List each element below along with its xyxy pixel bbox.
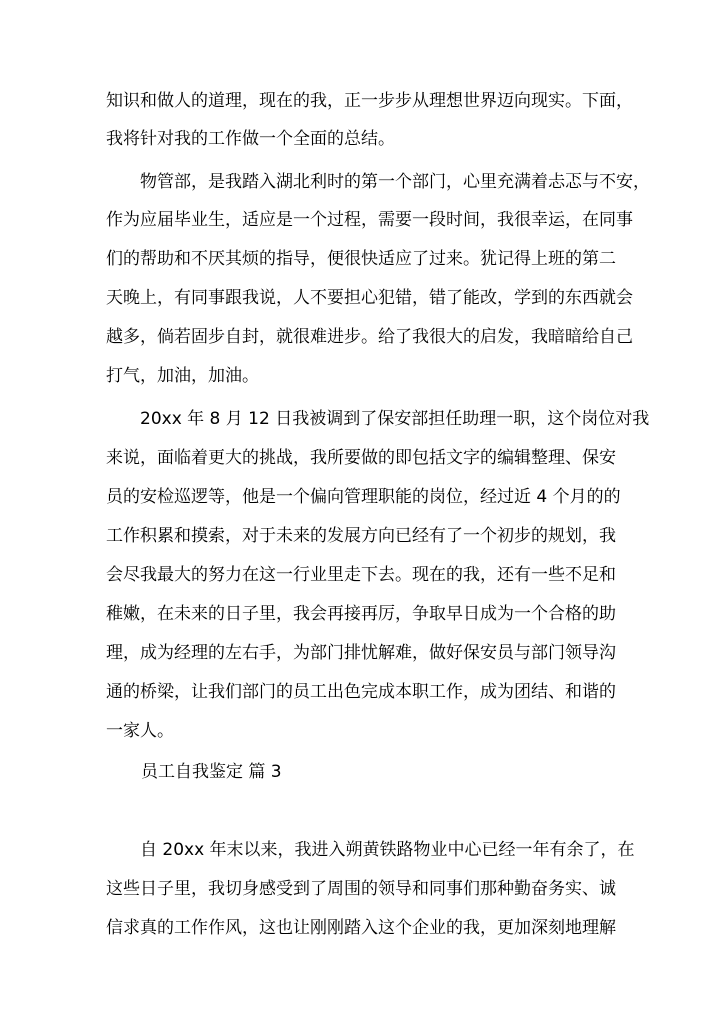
section-heading: 员工自我鉴定 篇 3	[141, 762, 282, 782]
paragraph-line: 信求真的工作作风，这也让刚刚踏入这个企业的我，更加深刻地理解	[106, 918, 616, 938]
paragraph-line: 自 20xx 年末以来，我进入朔黄铁路物业中心已经一年有余了，在	[140, 840, 635, 860]
paragraph-line: 越多，倘若固步自封，就很难进步。给了我很大的启发，我暗暗给自己	[106, 327, 633, 347]
paragraph-line: 工作积累和摸索，对于未来的发展方向已经有了一个初步的规划，我	[106, 526, 616, 546]
paragraph-line: 打气，加油，加油。	[106, 366, 259, 386]
paragraph-line: 知识和做人的道理，现在的我，正一步步从理想世界迈向现实。下面，	[106, 91, 633, 111]
paragraph-line: 稚嫩，在未来的日子里，我会再接再厉，争取早日成为一个合格的助	[106, 604, 616, 624]
paragraph-line: 员的安检巡逻等，他是一个偏向管理职能的岗位，经过近 4 个月的的	[106, 487, 621, 507]
paragraph-line: 我将针对我的工作做一个全面的总结。	[106, 129, 395, 149]
paragraph-line: 20xx 年 8 月 12 日我被调到了保安部担任助理一职，这个岗位对我	[140, 409, 650, 429]
paragraph-line: 这些日子里，我切身感受到了周围的领导和同事们那种勤奋务实、诚	[106, 879, 616, 899]
paragraph-line: 们的帮助和不厌其烦的指导，便很快适应了过来。犹记得上班的第二	[106, 249, 616, 269]
paragraph-line: 通的桥梁，让我们部门的员工出色完成本职工作，成为团结、和谐的	[106, 682, 616, 702]
paragraph-line: 天晚上，有同事跟我说，人不要担心犯错，错了能改，学到的东西就会	[106, 288, 633, 308]
paragraph-line: 物管部，是我踏入湖北利时的第一个部门，心里充满着忐忑与不安，	[140, 172, 650, 192]
paragraph-line: 会尽我最大的努力在这一行业里走下去。现在的我，还有一些不足和	[106, 565, 616, 585]
paragraph-line: 一家人。	[106, 721, 174, 741]
paragraph-line: 作为应届毕业生，适应是一个过程，需要一段时间，我很幸运，在同事	[106, 210, 633, 230]
paragraph-line: 理，成为经理的左右手，为部门排忧解难，做好保安员与部门领导沟	[106, 643, 616, 663]
paragraph-line: 来说，面临着更大的挑战，我所要做的即包括文字的编辑整理、保安	[106, 448, 616, 468]
